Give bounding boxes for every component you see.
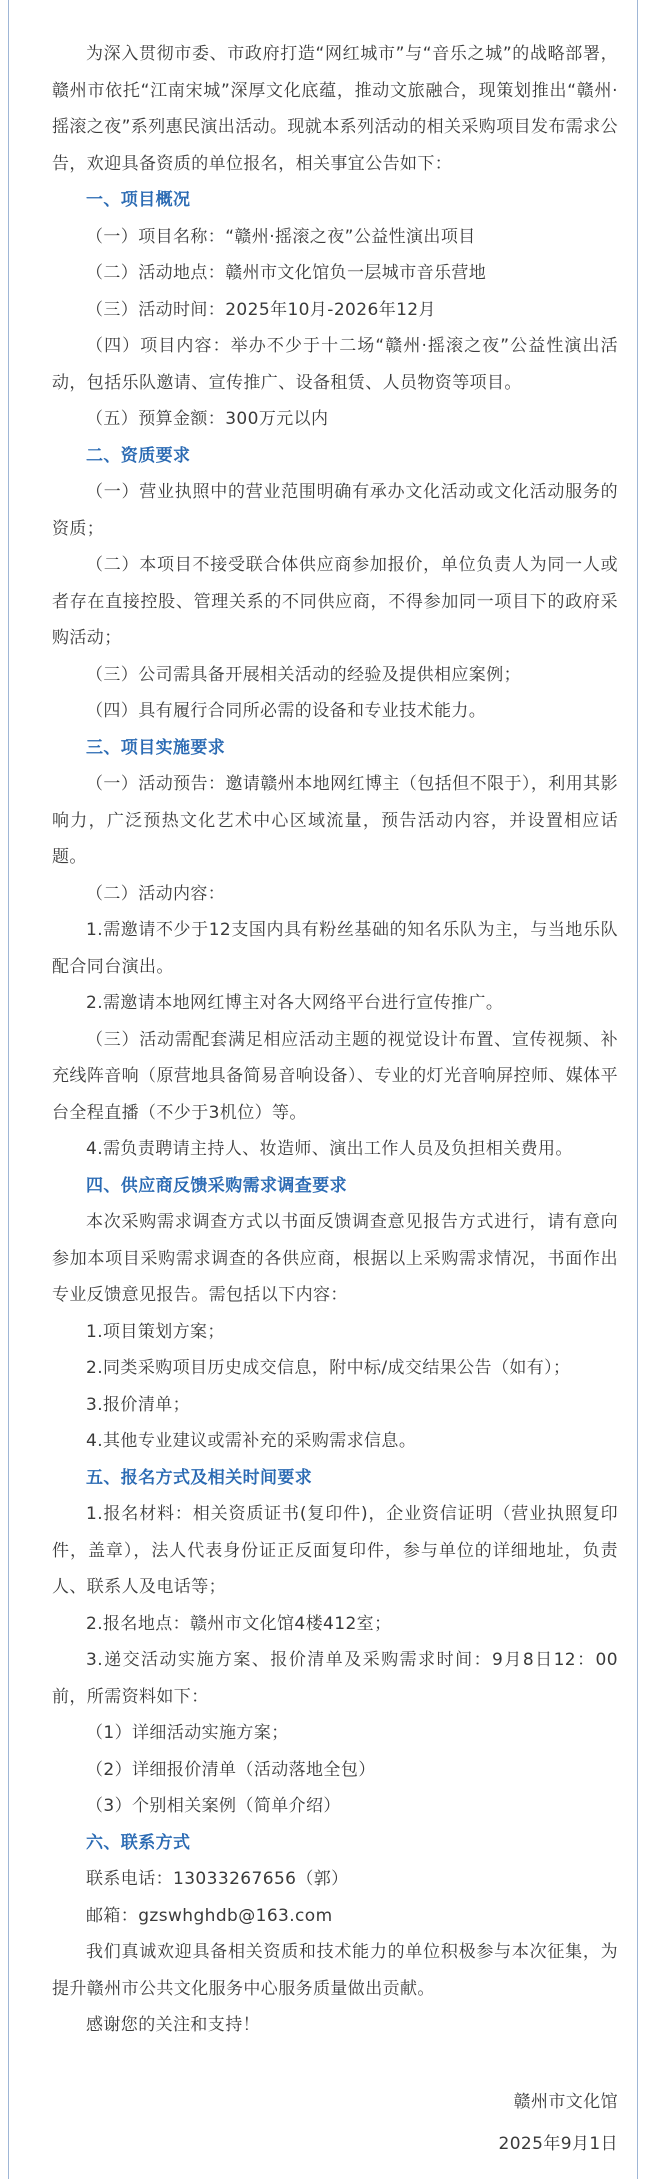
section-3-heading: 三、项目实施要求 [86, 737, 226, 758]
implementation-item: 1.需邀请不少于12支国内具有粉丝基础的知名乐队为主，与当地乐队配合同台演出。 [52, 920, 618, 977]
section-5-heading: 五、报名方式及相关时间要求 [86, 1467, 313, 1488]
project-location: （二）活动地点：赣州市文化馆负一层城市音乐营地 [86, 263, 487, 283]
registration-item: 2.报名地点：赣州市文化馆4楼412室； [86, 1613, 392, 1634]
thanks-line: 感谢您的关注和支持！ [86, 2015, 260, 2035]
signature-org: 赣州市文化馆 [513, 2091, 618, 2112]
implementation-item: （二）活动内容： [86, 883, 226, 904]
registration-item: （2）详细报价清单（活动落地全包） [86, 1759, 376, 1780]
section-2-heading: 二、资质要求 [86, 445, 191, 466]
contact-phone: 联系电话：13033267656（郭） [86, 1869, 349, 1889]
section-4-heading: 四、供应商反馈采购需求调查要求 [86, 1175, 347, 1196]
registration-item: 1.报名材料：相关资质证书(复印件)，企业资信证明（营业执照复印件，盖章），法人代表身份证正反面复印件，参与单位的详细地址，负责人、联系人及电话等； [52, 1504, 618, 1597]
registration-item: 3.递交活动实施方案、报价清单及采购需求时间：9月8日12：00前，所需资料如下： [52, 1650, 618, 1707]
qualification-item: （三）公司需具备开展相关活动的经验及提供相应案例； [86, 664, 521, 685]
project-budget: （五）预算金额：300万元以内 [86, 409, 329, 429]
section-1-heading: 一、项目概况 [86, 190, 191, 210]
section-6-heading: 六、联系方式 [86, 1832, 191, 1853]
announcement-body [52, 36, 618, 2162]
registration-item: （3）个别相关案例（简单介绍） [86, 1796, 341, 1816]
closing-paragraph: 我们真诚欢迎具备相关资质和技术能力的单位积极参与本次征集，为提升赣州市公共文化服务中心服务质量做出贡献。 [52, 1942, 618, 1999]
feedback-item: 3.报价清单； [86, 1394, 191, 1415]
qualification-item: （四）具有履行合同所必需的设备和专业技术能力。 [86, 701, 487, 721]
implementation-item: （一）活动预告：邀请赣州本地网红博主（包括但不限于），利用其影响力，广泛预热文化艺术中心区域流量，预告活动内容，并设置相应话题。 [52, 774, 618, 867]
project-content: （四）项目内容：举办不少于十二场“赣州·摇滚之夜”公益性演出活动，包括乐队邀请、宣传推广、设备租赁、人员物资等项目。 [52, 336, 618, 393]
implementation-item: （三）活动需配套满足相应活动主题的视觉设计布置、宣传视频、补充线阵音响（原营地具备简易音响设备）、专业的灯光音响屏控师、媒体平台全程直播（不少于3机位）等。 [52, 1029, 618, 1123]
implementation-item: 4.需负责聘请主持人、妆造师、演出工作人员及负担相关费用。 [86, 1139, 573, 1159]
registration-item: （1）详细活动实施方案； [86, 1723, 289, 1743]
project-name: （一）项目名称：“赣州·摇滚之夜”公益性演出项目 [86, 226, 476, 247]
project-time: （三）活动时间：2025年10月-2026年12月 [86, 299, 436, 320]
feedback-item: 1.项目策划方案； [86, 1321, 225, 1342]
feedback-item: 2.同类采购项目历史成交信息，附中标/成交结果公告（如有）； [86, 1358, 571, 1378]
contact-email: 邮箱：gzswhghdb@163.com [86, 1905, 333, 1926]
intro-paragraph: 为深入贯彻市委、市政府打造“网红城市”与“音乐之城”的战略部署，赣州市依托“江南宋城”深厚文化底蕴，推动文旅融合，现策划推出“赣州·摇滚之夜”系列惠民演出活动。现就本系列活动的相关采购项目发布需求公告，欢迎具备资质的单位报名，相关事宜公告如下： [52, 44, 619, 174]
qualification-item: （一）营业执照中的营业范围明确有承办文化活动或文化活动服务的资质； [52, 482, 618, 539]
feedback-item: 本次采购需求调查方式以书面反馈调查意见报告方式进行，请有意向参加本项目采购需求调查的各供应商，根据以上采购需求情况，书面作出专业反馈意见报告。需包括以下内容： [52, 1212, 618, 1305]
implementation-item: 2.需邀请本地网红博主对各大网络平台进行宣传推广。 [86, 993, 504, 1013]
signature-date: 2025年9月1日 [498, 2133, 618, 2154]
qualification-item: （二）本项目不接受联合体供应商参加报价，单位负责人为同一人或者存在直接控股、管理关系的不同供应商，不得参加同一项目下的政府采购活动； [52, 555, 618, 648]
feedback-item: 4.其他专业建议或需补充的采购需求信息。 [86, 1431, 417, 1451]
